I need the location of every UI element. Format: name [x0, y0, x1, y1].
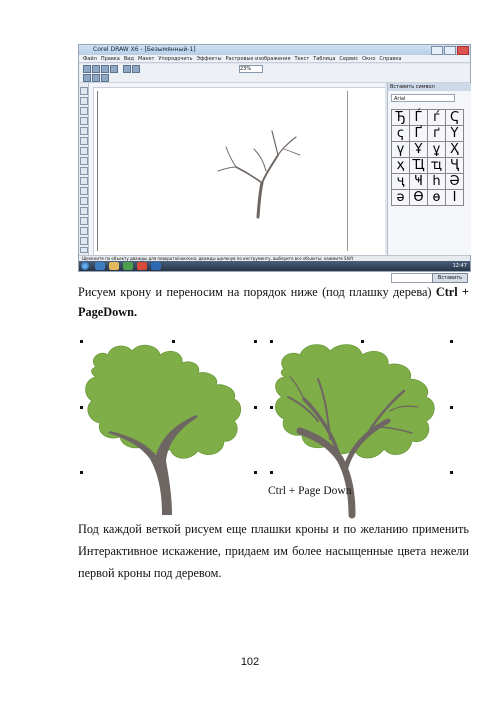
window-title: Corel DRAW X6 - [Безымянный-1]: [93, 46, 196, 53]
table-tool-icon[interactable]: [80, 187, 88, 195]
open-icon[interactable]: [92, 65, 100, 73]
glyph-cell[interactable]: ѓ: [428, 110, 446, 126]
menu-item[interactable]: Таблица: [313, 56, 336, 62]
page-number: 102: [240, 656, 260, 668]
coreldraw-taskbar-icon[interactable]: [137, 262, 147, 270]
window-titlebar: [79, 45, 470, 55]
shape-tool-icon[interactable]: [80, 97, 88, 105]
glyph-cell[interactable]: Ґ: [410, 126, 428, 142]
menu-item[interactable]: Вид: [123, 56, 134, 62]
interactive-tool-icon[interactable]: [80, 217, 88, 225]
font-select[interactable]: Arial: [391, 94, 455, 102]
menu-item[interactable]: Справка: [379, 56, 402, 62]
menu-item[interactable]: Файл: [83, 56, 97, 62]
menu-item[interactable]: Окно: [362, 56, 376, 62]
glyph-cell[interactable]: ә: [392, 190, 410, 206]
eyedropper-tool-icon[interactable]: [80, 227, 88, 235]
ie-taskbar-icon[interactable]: [95, 262, 105, 270]
menu-item[interactable]: Макет: [138, 56, 155, 62]
freehand-tool-icon[interactable]: [80, 127, 88, 135]
shortcut-ctrl-pagedown: Ctrl + PageDown.: [78, 285, 469, 319]
fill-tool-icon[interactable]: [80, 247, 88, 253]
close-button[interactable]: [457, 46, 469, 55]
ellipse-tool-icon[interactable]: [80, 157, 88, 165]
glyph-cell[interactable]: ҁ: [392, 126, 410, 142]
coreldraw-screenshot: [78, 44, 471, 281]
glyph-cell[interactable]: ө: [428, 190, 446, 206]
dimension-tool-icon[interactable]: [80, 197, 88, 205]
new-icon[interactable]: [83, 65, 91, 73]
tree-branches-drawing[interactable]: [214, 125, 304, 220]
glyph-cell[interactable]: Ҷ: [446, 158, 464, 174]
glyph-cell[interactable]: ү: [392, 142, 410, 158]
glyph-cell[interactable]: Ѓ: [410, 110, 428, 126]
outline-tool-icon[interactable]: [80, 237, 88, 245]
pick-tool-icon[interactable]: [80, 87, 88, 95]
undo-icon[interactable]: [123, 65, 131, 73]
text-tool-icon[interactable]: [80, 177, 88, 185]
glyph-cell[interactable]: Ө: [410, 190, 428, 206]
glyph-cell[interactable]: Ҳ: [446, 142, 464, 158]
vertical-ruler: [89, 87, 94, 255]
menu-item[interactable]: Растровые изображения: [225, 56, 291, 62]
print-icon[interactable]: [110, 65, 118, 73]
glyph-cell[interactable]: Ђ: [392, 110, 410, 126]
rectangle-tool-icon[interactable]: [80, 147, 88, 155]
menu-item[interactable]: Текст: [294, 56, 310, 62]
docker-header: Вставить символ: [388, 83, 471, 91]
glyph-grid: [391, 109, 464, 206]
glyph-cell[interactable]: Ә: [446, 174, 464, 190]
glyph-cell[interactable]: Ҹ: [410, 174, 428, 190]
left-tree: [86, 345, 241, 515]
status-bar: Щелкните по объекту дважды для поворота/наклона; дважды щелкнув по инструменту, выберите все объекты; нажмите Shift: [79, 255, 470, 261]
glyph-cell[interactable]: һ: [428, 174, 446, 190]
smart-fill-tool-icon[interactable]: [80, 137, 88, 145]
media-taskbar-icon[interactable]: [123, 262, 133, 270]
glyph-cell[interactable]: ҳ: [392, 158, 410, 174]
figure-caption: Ctrl + Page Down: [268, 485, 352, 497]
maximize-button[interactable]: [444, 46, 456, 55]
clock: 12:47: [452, 263, 467, 269]
minimize-button[interactable]: [431, 46, 443, 55]
landscape-icon[interactable]: [101, 74, 109, 82]
windows-taskbar: [79, 261, 470, 271]
save-icon[interactable]: [101, 65, 109, 73]
menu-item[interactable]: Эффекты: [196, 56, 222, 62]
glyph-cell[interactable]: ґ: [428, 126, 446, 142]
paragraph-crown: [78, 282, 469, 322]
portrait-icon[interactable]: [92, 74, 100, 82]
glyph-cell[interactable]: ҷ: [392, 174, 410, 190]
explorer-taskbar-icon[interactable]: [109, 262, 119, 270]
zoom-select[interactable]: 23%: [239, 65, 263, 73]
paragraph-crown-text: Рисуем крону и переносим на порядок ниже (под плашку дерева): [78, 285, 436, 299]
glyph-cell[interactable]: ҵ: [428, 158, 446, 174]
horizontal-ruler: [89, 83, 385, 88]
page-border-right: [347, 91, 350, 251]
polygon-tool-icon[interactable]: [80, 167, 88, 175]
menu-item[interactable]: Правка: [100, 56, 120, 62]
glyph-cell[interactable]: Ҵ: [410, 158, 428, 174]
menu-bar: [79, 55, 470, 63]
paragraph-extra-crowns: Под каждой веткой рисуем еще плашки кроны и по желанию применить Интерактивное искажение, придаем им более насыщенные цвета нежели первой кроны под деревом.: [78, 522, 469, 580]
right-tree-crown: [275, 345, 434, 458]
menu-item[interactable]: Сервис: [339, 56, 359, 62]
glyph-cell[interactable]: ұ: [428, 142, 446, 158]
glyph-cell[interactable]: Ү: [446, 126, 464, 142]
property-bar: [79, 73, 470, 83]
connector-tool-icon[interactable]: [80, 207, 88, 215]
insert-button[interactable]: Вставить: [432, 273, 468, 283]
word-taskbar-icon[interactable]: [151, 262, 161, 270]
glyph-cell[interactable]: Ҁ: [446, 110, 464, 126]
menu-item[interactable]: Упорядочить: [158, 56, 193, 62]
start-button[interactable]: [81, 262, 89, 270]
crop-tool-icon[interactable]: [80, 107, 88, 115]
glyph-cell[interactable]: Ұ: [410, 142, 428, 158]
glyph-cell[interactable]: Ӏ: [446, 190, 464, 206]
zoom-tool-icon[interactable]: [80, 117, 88, 125]
page-size-icon[interactable]: [83, 74, 91, 82]
toolbox: [79, 83, 89, 255]
redo-icon[interactable]: [132, 65, 140, 73]
